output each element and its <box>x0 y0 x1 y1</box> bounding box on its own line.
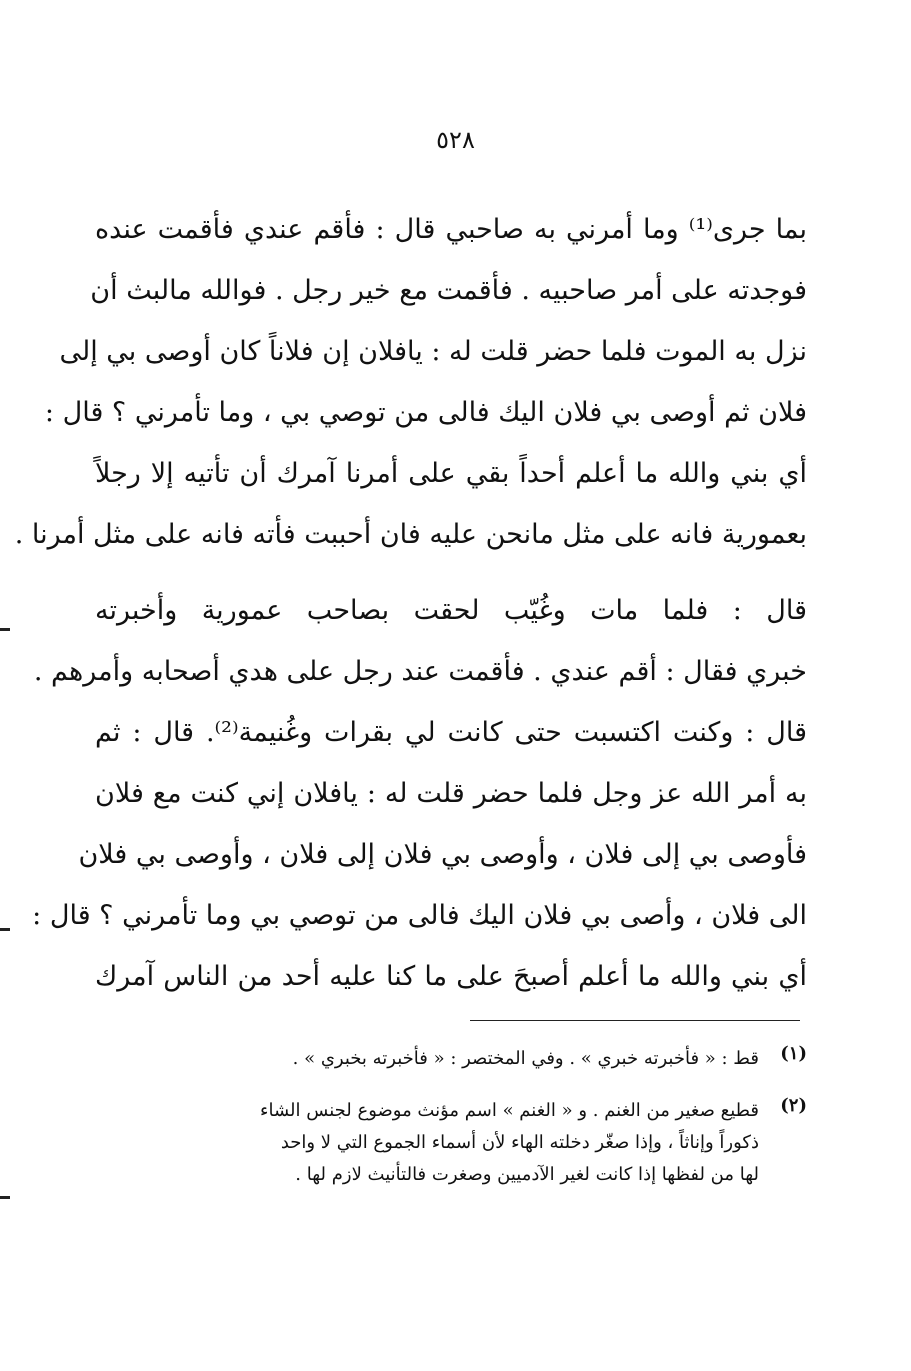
text-line: فلان ثم أوصى بي فلان اليك فالى من توصي بي ، وما تأمرني ؟ قال : <box>44 397 807 428</box>
text-line: فوجدته على أمر صاحبيه . فأقمت مع خير رجل . فوالله مالبث أن <box>90 275 807 306</box>
footnote-line: قط : « فأخبرته خبري » . وفي المختصر : « فأخبرته بخبري » . <box>292 1048 759 1069</box>
text-line: نزل به الموت فلما حضر قلت له : يافلان إن فلاناً كان أوصى بي إلى <box>59 336 807 367</box>
scan-edge-mark <box>0 928 10 931</box>
footnote-1 <box>95 1043 807 1075</box>
page-number: ٥٢٨ <box>436 126 475 154</box>
footnote-line: قطيع صغير من الغنم . و « الغنم » اسم مؤنث موضوع لجنس الشاء <box>260 1100 759 1121</box>
text-line: بعمورية فانه على مثل مانحن عليه فان أحببت فأته فانه على مثل أمرنا . <box>14 519 807 550</box>
text-line: فأوصى بي إلى فلان ، وأوصى بي فلان إلى فلان ، وأوصى بي فلان <box>78 839 807 870</box>
footnote-line: لها من لفظها إذا كانت لغير الآدميين وصغرت فالتأنيث لازم لها . <box>295 1164 759 1185</box>
footnote-number: (١) <box>780 1043 807 1064</box>
paragraph-1 <box>14 199 807 565</box>
text-line: الى فلان ، وأصى بي فلان اليك فالى من توصي بي وما تأمرني ؟ قال : <box>32 900 807 931</box>
paragraph-2 <box>32 580 807 1007</box>
text-line: خبري فقال : أقم عندي . فأقمت عند رجل على هدي أصحابه وأمرهم . <box>33 656 807 687</box>
footnote-number: (٢) <box>780 1095 807 1116</box>
scan-edge-mark <box>0 1196 10 1199</box>
text-line: به أمر الله عز وجل فلما حضر قلت له : يافلان إني كنت مع فلان <box>95 778 807 809</box>
text-line: أي بني والله ما أعلم أصبحَ على ما كنا عليه أحد من الناس آمرك <box>95 961 807 992</box>
footnote-line: ذكوراً وإناثاً ، وإذا صغّر دخلته الهاء لأن أسماء الجموع التي لا واحد <box>280 1132 759 1153</box>
text-line: بما جرى⁽¹⁾ وما أمرني به صاحبي قال : فأقم عندي فأقمت عنده <box>95 214 807 245</box>
footnote-2 <box>95 1095 807 1191</box>
footnotes <box>95 1043 807 1191</box>
text-line: أي بني والله ما أعلم أحداً بقي على أمرنا آمرك أن تأتيه إلا رجلاً <box>95 458 807 489</box>
footnote-separator <box>470 1020 800 1021</box>
scan-edge-mark <box>0 628 10 631</box>
text-line: قال : فلما مات وغُيّب لحقت بصاحب عمورية وأخبرته <box>95 595 807 626</box>
text-line: قال : وكنت اكتسبت حتى كانت لي بقرات وغُنيمة⁽²⁾. قال : ثم <box>95 717 807 748</box>
